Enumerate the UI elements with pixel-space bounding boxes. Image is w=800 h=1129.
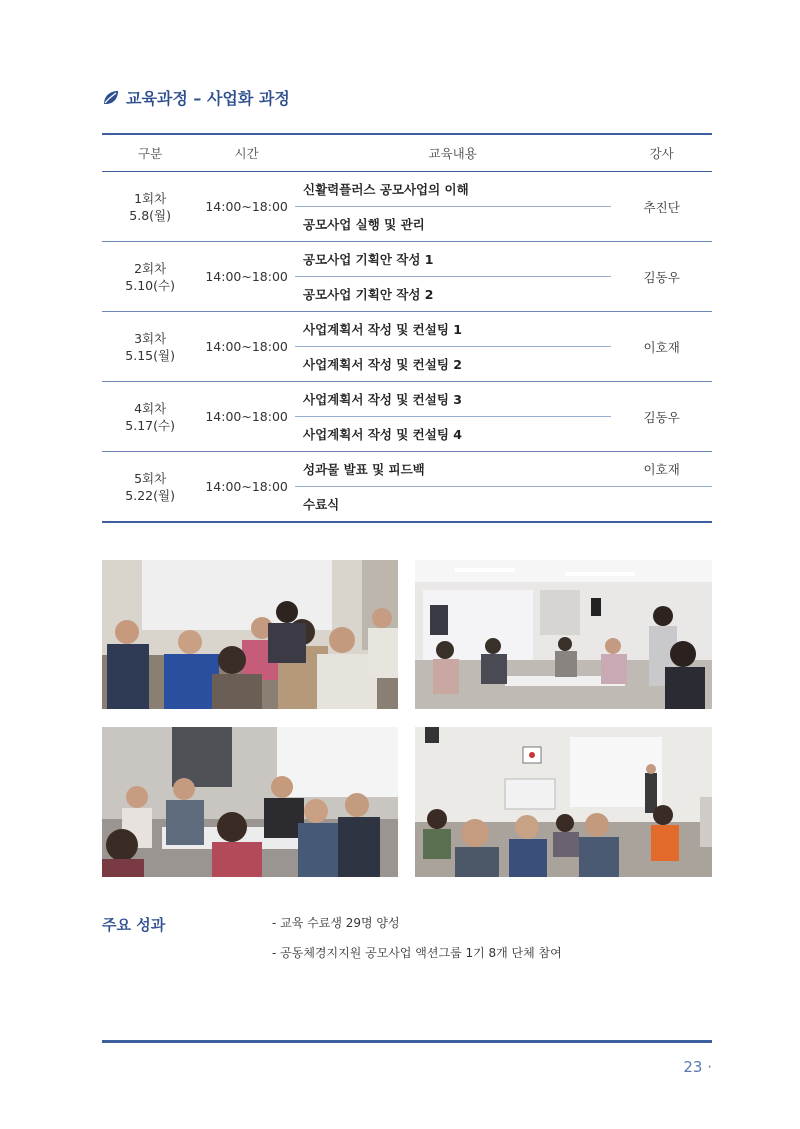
table-row xyxy=(102,382,712,417)
session-cell xyxy=(102,452,198,523)
content-cell: 신활력플러스 공모사업의 이해 xyxy=(295,172,611,207)
leaf-icon xyxy=(102,90,120,106)
time-cell: 14:00~18:00 xyxy=(198,242,295,312)
workshop-photo-3 xyxy=(102,727,398,877)
time-cell: 14:00~18:00 xyxy=(198,172,295,242)
header-time: 시간 xyxy=(198,134,295,172)
session-cell xyxy=(102,172,198,242)
table-header-row xyxy=(102,134,712,172)
section-title: 교육과정 – 사업화 과정 xyxy=(126,89,290,108)
content-cell: 공모사업 기획안 작성 1 xyxy=(295,242,611,277)
session-date: 5.8(월) xyxy=(129,207,171,223)
content-cell: 성과물 발표 및 피드백 xyxy=(295,452,611,487)
list-item: - 교육 수료생 29명 양성 xyxy=(272,916,400,930)
time-cell: 14:00~18:00 xyxy=(198,452,295,523)
workshop-photo-2 xyxy=(415,560,712,709)
content-cell: 수료식 xyxy=(295,487,611,523)
page-number: 23 · xyxy=(683,1058,712,1076)
content-cell: 사업계획서 작성 및 컨설팅 4 xyxy=(295,417,611,452)
header-lecturer: 강사 xyxy=(611,134,712,172)
lecturer-cell: 이호재 xyxy=(611,312,712,382)
results-title: 주요 성과 xyxy=(102,916,166,934)
list-item: - 공동체경지지원 공모사업 액션그룹 1기 8개 단체 참여 xyxy=(272,946,562,960)
lecturer-cell: 이호재 xyxy=(611,452,712,487)
content-cell: 사업계획서 작성 및 컨설팅 3 xyxy=(295,382,611,417)
section-header xyxy=(102,86,290,109)
workshop-photo-4 xyxy=(415,727,712,877)
content-cell: 공모사업 기획안 작성 2 xyxy=(295,277,611,312)
session-date: 5.17(수) xyxy=(125,417,175,433)
session-date: 5.22(월) xyxy=(125,487,175,503)
time-cell: 14:00~18:00 xyxy=(198,382,295,452)
session-cell xyxy=(102,312,198,382)
lecturer-cell: 김동우 xyxy=(611,242,712,312)
session-label: 5회차 xyxy=(134,470,167,486)
session-date: 5.10(수) xyxy=(125,277,175,293)
session-cell xyxy=(102,242,198,312)
session-label: 1회차 xyxy=(134,190,167,206)
content-cell: 공모사업 실행 및 관리 xyxy=(295,207,611,242)
table-row xyxy=(102,312,712,347)
session-label: 2회차 xyxy=(134,260,167,276)
lecturer-cell: 추진단 xyxy=(611,172,712,242)
session-label: 4회차 xyxy=(134,400,167,416)
content-cell: 사업계획서 작성 및 컨설팅 2 xyxy=(295,347,611,382)
header-content: 교육내용 xyxy=(295,134,611,172)
table-row xyxy=(102,172,712,207)
content-cell: 사업계획서 작성 및 컨설팅 1 xyxy=(295,312,611,347)
lecturer-empty-cell xyxy=(611,487,712,523)
schedule-table xyxy=(102,133,712,523)
table-row xyxy=(102,452,712,487)
header-session: 구분 xyxy=(102,134,198,172)
workshop-photo-1 xyxy=(102,560,398,709)
time-cell: 14:00~18:00 xyxy=(198,312,295,382)
session-label: 3회차 xyxy=(134,330,167,346)
table-row xyxy=(102,242,712,277)
footer-divider xyxy=(102,1040,712,1043)
session-date: 5.15(월) xyxy=(125,347,175,363)
session-cell xyxy=(102,382,198,452)
results-list xyxy=(272,916,562,976)
lecturer-cell: 김동우 xyxy=(611,382,712,452)
